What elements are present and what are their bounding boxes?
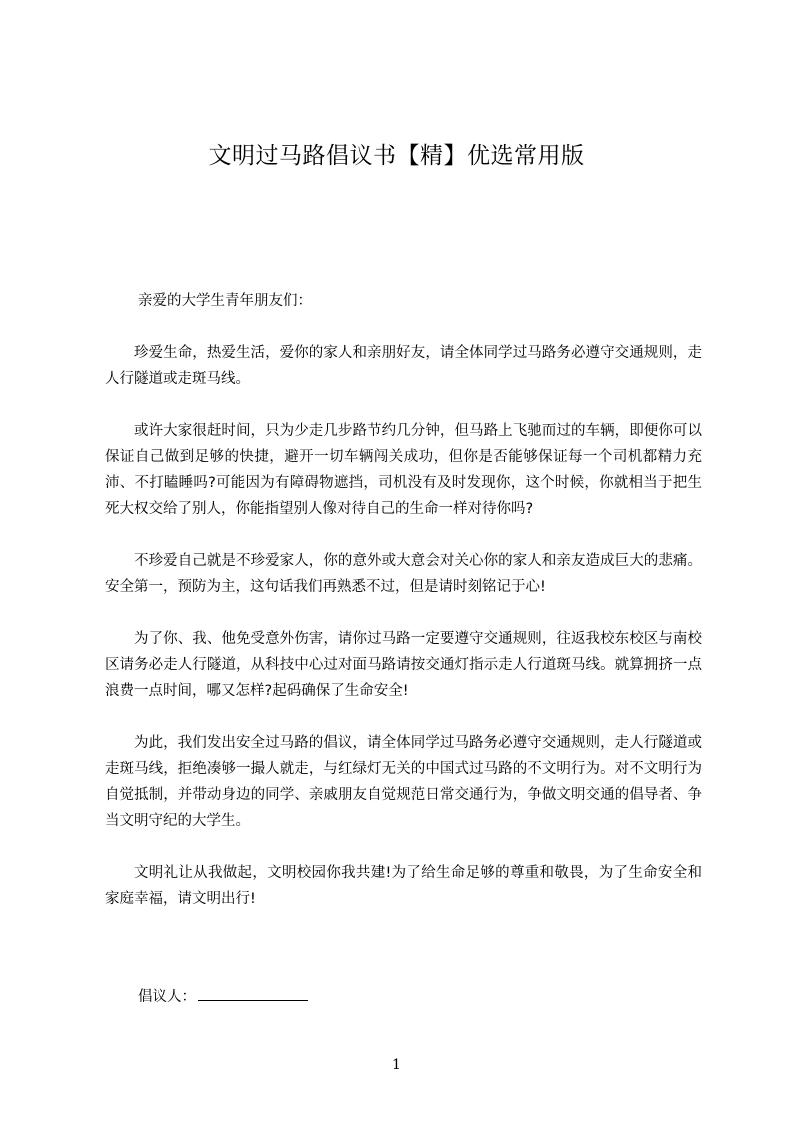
salutation: 亲爱的大学生青年朋友们： — [138, 293, 312, 309]
paragraph-1: 珍爱生命，热爱生活，爱你的家人和亲朋好友，请全体同学过马路务必遵守交通规则，走人行隧道或走斑马线。 — [105, 345, 702, 387]
document-title: 文明过马路倡议书【精】优选常用版 — [208, 143, 585, 169]
paragraph-3: 不珍爱自己就是不珍爱家人，你的意外或大意会对关心你的家人和亲友造成巨大的悲痛。安全第一，预防为主，这句话我们再熟悉不过，但是请时刻铭记于心! — [105, 553, 702, 595]
page-number: 1 — [392, 1057, 401, 1073]
paragraph-4: 为了你、我、他免受意外伤害，请你过马路一定要遵守交通规则，往返我校东校区与南校区请务必走人行隧道，从科技中心过对面马路请按交通灯指示走人行道斑马线。就算拥挤一点浪费一点时间，哪又怎样?起码确保了生命安全! — [105, 631, 702, 699]
paragraph-6: 文明礼让从我做起，文明校园你我共建!为了给生命足够的尊重和敬畏，为了生命安全和家庭幸福，请文明出行! — [105, 865, 702, 907]
signature-line — [138, 983, 308, 1010]
paragraph-2: 或许大家很赶时间，只为少走几步路节约几分钟，但马路上飞驰而过的车辆，即便你可以保证自己做到足够的快捷，避开一切车辆闯关成功，但你是否能够保证每一个司机都精力充沛、不打瞌睡吗?可能因为有障碍物遮挡，司机没有及时发现你，这个时候，你就相当于把生死大权交给了别人，你能指望别人像对待自己的生命一样对待你吗? — [105, 423, 702, 517]
signature-label: 倡议人： — [138, 989, 196, 1005]
paragraph-5: 为此，我们发出安全过马路的倡议，请全体同学过马路务必遵守交通规则，走人行隧道或走斑马线，拒绝凑够一撮人就走，与红绿灯无关的中国式过马路的不文明行为。对不文明行为自觉抵制，并带动身边的同学、亲戚朋友自觉规范日常交通行为，争做文明交通的倡导者、争当文明守纪的大学生。 — [105, 735, 702, 829]
signature-blank — [198, 983, 308, 1001]
document-body — [105, 288, 702, 938]
